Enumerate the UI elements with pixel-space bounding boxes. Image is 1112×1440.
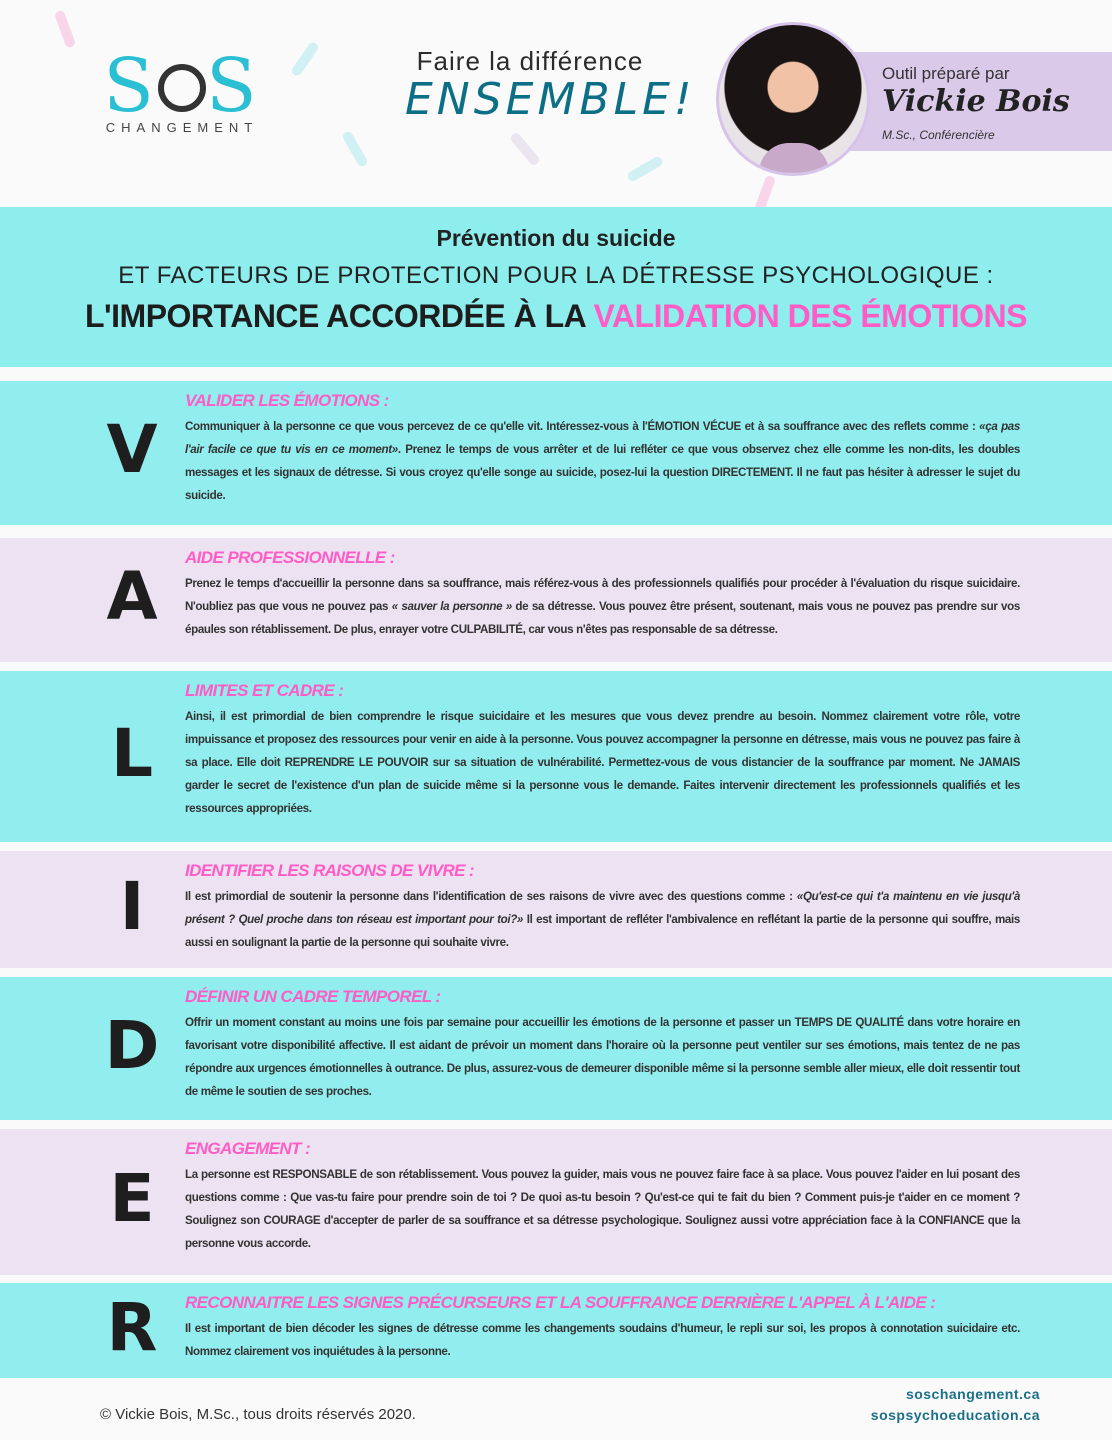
section-content [185, 861, 1020, 954]
body-text: Prenez le temps d'accueillir la personne dans sa souffrance, mais référez-vous à des professionnels qualifiés pour procéder à l'évaluation du risque suicidaire. N'oubliez pas que vous ne pouvez pas [185, 577, 1020, 613]
body-text: Il est important de bien décoder les signes de détresse comme les changements soudains d'humeur, le repli sur soi, les propos à connotation suicidaire etc. Nommez clairement vos inquiétudes à la personne. [185, 1322, 1020, 1358]
logo-subtitle: CHANGEMENT [105, 120, 259, 135]
quoted-text: « sauver la personne » [391, 600, 512, 613]
section-content [185, 681, 1020, 820]
author-name: Vickie Bois [882, 84, 1070, 119]
section-letter: I [119, 867, 145, 945]
section-content [185, 987, 1020, 1103]
section-r [0, 1283, 1112, 1378]
body-text: Il est primordial de soutenir la personne dans l'identification de ses raisons de vivre avec des questions comme : [185, 890, 797, 903]
body-text: Offrir un moment constant au moins une fois par semaine pour accueillir les émotions de la personne et passer un TEMPS DE QUALITÉ dans votre horaire en favorisant votre disponibilité affective. Il est aidant de prévoir un moment dans l'horaire où la personne peut ventiler sur ses émotions, mais tentez de ne pas répondre aux urgences émotionnelles à outrance. De plus, assurez-vous de demeurer disponible même si la personne semble aller mieux, elle doit ressentir tout de même le soutien de ses proches. [185, 1016, 1020, 1098]
section-body [185, 415, 1020, 507]
section-content [185, 391, 1020, 507]
section-body [185, 1011, 1020, 1103]
section-l [0, 671, 1112, 842]
section-title: RECONNAITRE LES SIGNES PRÉCURSEURS ET LA SOUFFRANCE DERRIÈRE L'APPEL À L'AIDE : [185, 1293, 936, 1312]
body-text: . Prenez le temps de vous arrêter et de lui refléter ce que vous observez chez elle comme les non-dits, les doubles messages et les signaux de détresse. Si vous croyez qu'elle songe au suicide, posez-lui la question DIRECTEMENT. Il ne faut pas hésiter à adresser le sujet du suicide. [185, 443, 1020, 502]
body-text: Il est important de refléter l'ambivalence en reflétant la partie de la personne qui souffre, mais aussi en soulignant la partie de la personne qui souhaite vivre. [185, 913, 1021, 949]
section-title: VALIDER LES ÉMOTIONS : [185, 391, 389, 410]
sprinkle-decoration [341, 130, 369, 168]
title-band [0, 207, 1112, 367]
section-title: IDENTIFIER LES RAISONS DE VIVRE : [185, 861, 475, 880]
tagline-line1: Faire la différence [416, 46, 644, 76]
section-letter: D [104, 1006, 160, 1084]
title-line3 [0, 298, 1112, 335]
section-letter: R [106, 1288, 158, 1366]
sprinkle-decoration [54, 9, 76, 48]
author-band [840, 52, 1112, 151]
sprinkle-decoration [509, 131, 541, 167]
author-prefix: Outil préparé par [882, 64, 1010, 83]
section-letter: A [106, 558, 158, 635]
body-text: La personne est RESPONSABLE de son rétablissement. Vous pouvez la guider, mais vous ne pouvez faire face à sa place. Vous pouvez l'aider en lui posant des questions comme : Que vas-tu faire pour prendre soin de toi ? De quoi as-tu besoin ? Qu'est-ce qui te fait du bien ? Comment puis-je t'aider en ce moment ? Soulignez son COURAGE d'accepter de parler de sa souffrance et sa détresse psychologique. Soulignez aussi votre appréciation face à la CONFIANCE que la personne vous accorde. [185, 1168, 1020, 1250]
section-i [0, 851, 1112, 968]
logo-wordmark: S S [103, 43, 261, 129]
section-v [0, 381, 1112, 525]
website-link-sospsychoeducation[interactable]: sospsychoeducation.ca [870, 1407, 1040, 1423]
title-line3-prefix: L'IMPORTANCE ACCORDÉE À LA [84, 298, 594, 334]
butterfly-icon [158, 64, 206, 112]
tagline [405, 46, 696, 125]
copyright: © Vickie Bois, M.Sc., tous droits réservés 2020. [100, 1406, 416, 1423]
section-body [185, 572, 1020, 641]
section-letter: V [106, 411, 158, 488]
body-text: de sa détresse. Vous pouvez être présent, soutenant, mais vous ne pouvez pas prendre sur vos épaules son rétablissement. De plus, enrayer votre CULPABILITÉ, car vous n'êtes pas responsable de sa détresse. [185, 600, 1020, 636]
section-letter: L [110, 714, 154, 792]
website-link-soschangement[interactable]: soschangement.ca [905, 1386, 1040, 1402]
section-body [185, 1163, 1020, 1255]
title-line2: ET FACTEURS DE PROTECTION POUR LA DÉTRESSE PSYCHOLOGIQUE : [118, 262, 994, 289]
body-text: Ainsi, il est primordial de bien comprendre le risque suicidaire et les mesures que vous devez prendre au besoin. Nommez clairement votre rôle, votre impuissance et proposez des ressources pour venir en aide à la personne. Vous pouvez accompagner la personne en détresse, mais vous ne pouvez pas faire à sa place. Elle doit REPRENDRE LE POUVOIR sur sa situation de vulnérabilité. Permettez-vous de vous distancier de la souffrance par moment. Ne JAMAIS garder le secret de l'existence d'un plan de suicide même si la personne vous le demande. Faites intervenir directement les professionnels qualifiés et les ressources appropriées. [185, 710, 1020, 815]
section-content [185, 1293, 1020, 1363]
header [0, 0, 1112, 207]
section-title: DÉFINIR UN CADRE TEMPOREL : [185, 987, 441, 1006]
sos-changement-logo [92, 43, 272, 135]
section-title: AIDE PROFESSIONNELLE : [185, 548, 395, 567]
author-credentials: M.Sc., Conférencière [882, 128, 995, 142]
section-a [0, 538, 1112, 662]
section-content [185, 1139, 1020, 1255]
section-content [185, 548, 1020, 641]
section-body [185, 705, 1020, 820]
section-d [0, 977, 1112, 1120]
sprinkle-decoration [290, 41, 320, 78]
author-photo [716, 22, 870, 176]
section-letter: E [109, 1160, 155, 1237]
title-line3-highlight: VALIDATION DES ÉMOTIONS [593, 298, 1027, 334]
sprinkle-decoration [626, 155, 664, 183]
section-title: LIMITES ET CADRE : [185, 681, 344, 700]
body-text: Communiquer à la personne ce que vous percevez de ce qu'elle vit. Intéressez-vous à l'ÉMOTION VÉCUE et à sa souffrance avec des reflets comme : [185, 420, 980, 433]
section-body [185, 1317, 1020, 1363]
section-body [185, 885, 1020, 954]
quoted-text: «Qu'est-ce qui t'a maintenu en vie jusqu'à présent ? Quel proche dans ton réseau est important pour toi?» [185, 890, 1020, 926]
footer [0, 1378, 1112, 1440]
title-line1: Prévention du suicide [436, 225, 676, 251]
tagline-line2: ENSEMBLE! [405, 74, 696, 125]
quoted-text: «ça pas l'air facile ce que tu vis en ce moment» [185, 420, 1020, 456]
section-e [0, 1129, 1112, 1275]
section-title: ENGAGEMENT : [185, 1139, 311, 1158]
